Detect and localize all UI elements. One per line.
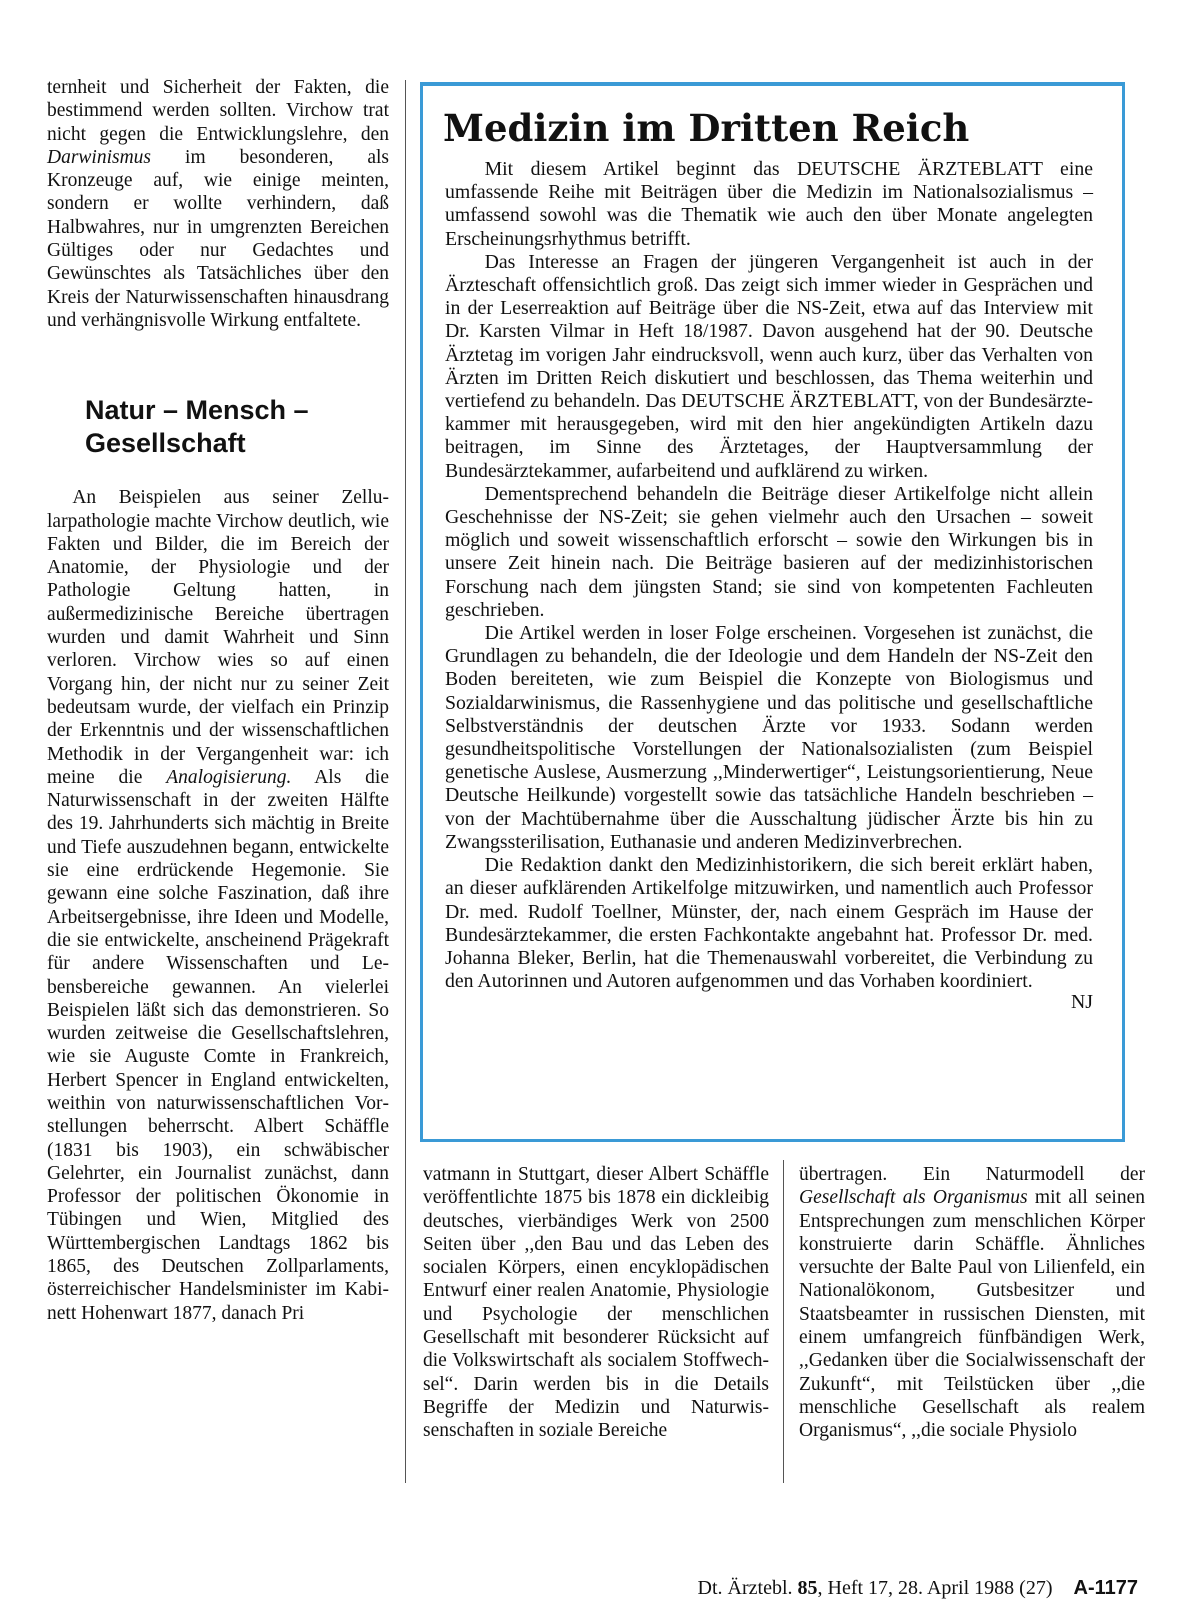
box-body [445, 158, 1093, 993]
issue-info: , Heft 17, 28. April 1988 (27) [817, 1577, 1053, 1599]
paragraph [47, 486, 389, 1325]
box-paragraph: Die Artikel werden in loser Folge erscheinen. Vorgesehen ist zunächst, die Grundlagen zu behandeln, die der Ideologie und dem Handeln der NS-Zeit den Boden bereiteten, wie zum Beispiel die Konzepte von Biologismus und Sozialdarwinismus, die Rassenhygiene und das politische und gesellschaftliche Selbstverständnis der deutschen Ärzte vor 1933. Sodann werden gesundheitspolitische Vorstellungen der Nationalsozialisten (zum Beispiel genetische Auslese, Ausmerzung ,,Minderwertiger“, Leistungsorientierung, Neue Deutsche Heilkunde) vorgestellt sowie das tatsächliche Handeln beschrieben – von der Machtübernahme über die Ausschaltung jüdischer Ärzte bis hin zu Zwangssterilisation, Euthanasie und anderen Medizinverbrechen. [445, 622, 1093, 853]
right-column [799, 1163, 1145, 1443]
box-paragraph: Dementsprechend behandeln die Beiträge dieser Artikelfolge nicht allein Geschehnisse der NS-Zeit; sie gehen vielmehr auch den Ursachen – soweit möglich und soweit wissenschaftlich erforscht – sowie den Wirkungen bis in unsere Zeit hinein nach. Die Beiträge basieren auf der medizinhistorischen Forschung nach dem jüngsten Stand; sie sind von kompetenten Fachleuten geschrieben. [445, 482, 1093, 621]
emphasis: Darwinismus [47, 146, 152, 168]
text: mit all seinen Entsprechungen zum menschlichen Körper konstruierte darin Schäffle. Ähnliches versuchte der Balte Paul von Lilienfeld, ein Nationalökonom, Gutsbesitzer und Staatsbeamter in russischen Diensten, mit einem umfangreich fünfbändigen Werk, ,,Gedanken über die Socialwissenschaft der Zukunft“, mit Teilstücken über ,,die menschliche Gesellschaft als realem Organismus“, ,,die sociale Physiolo [799, 1187, 1146, 1442]
box-paragraph: Das Interesse an Fragen der jüngeren Vergangenheit ist auch in der Ärzteschaft offensichtlich groß. Das zeigt sich immer wieder in Gesprächen und in der Leserreaktion auf Beiträge über die NS-Zeit, etwa auf das Interview mit Dr. Karsten Vilmar in Heft 18/1987. Davon ausgehend hat der 90. Deutsche Ärztetag im vorigen Jahr eindrucksvoll, wenn auch kurz, über das Verhalten von Ärzten im Dritten Reich diskutiert und beschlossen, das Thema weiterhin und vertiefend zu behandeln. Das DEUTSCHE ÄRZTEBLATT, von der Bundesärztekammer mit herausgegeben, wird mit den hier angekündigten Artikeln dazu beitragen, im Sinne des Ärztetages, der Hauptversammlung der Bundesärztekammer, aufarbeitend und aufklärend zu wirken. [445, 250, 1093, 482]
text: Als die Naturwissenschaft in der zweiten Hälfte des 19. Jahrhunderts sich mächtig in Breite und Tiefe auszudehnen begann, entwickelte sie eine erdrückende Hegemonie. Sie gewann eine solche Faszination, daß ihre Arbeitsergebnisse, ihre Ideen und Modelle, die sie entwickelte, anscheinend Prägekraft für andere Wissenschaften und Lebensbereiche gewannen. An vielerlei Beispielen läßt sich das demonstrieren. So wurden zeitweise die Gesellschaftslehren, wie sie Auguste Comte in Frankreich, Herbert Spencer in England entwickelten, weithin von naturwissenschaftlichen Vorstellungen beherrscht. Albert Schäffle (1831 bis 1903), ein schwäbischer Gelehrter, ein Journalist zunächst, dann Professor der politischen Ökonomie in Tübingen und Wien, Mitglied des Württembergischen Landtags 1862 bis 1865, des Deutschen Zollparlaments, österreichischer Handelsminister im Kabinett Hohenwart 1877, danach Pri [47, 766, 389, 1324]
author-signature: NJ [1071, 991, 1093, 1014]
text: An Beispielen aus seiner Zellularpathologie machte Virchow deutlich, wie Fakten und Bilder, die im Bereich der Anatomie, der Physiologie und der Pathologie Geltung hatten, in außermedizinische Bereiche übertragen wurden und damit Wahrheit und Sinn verloren. Virchow wies so auf einen Vorgang hin, der nicht nur zu seiner Zeit bedeutsam wurde, der vielfach ein Prinzip der Erkenntnis und der wissenschaftlichen Methodik in der Vergangenheit war: ich meine die [47, 487, 389, 788]
journal-name: Dt. Ärztebl. [697, 1577, 793, 1599]
box-title: Medizin im Dritten Reich [443, 106, 970, 150]
left-column [47, 76, 389, 1325]
text: ternheit und Sicherheit der Fakten, die bestimmend werden sollten. Virchow trat nicht gegen die Entwicklungslehre, den [47, 77, 389, 145]
middle-column [423, 1163, 769, 1443]
paragraph [47, 76, 389, 332]
page-footer [698, 1576, 1138, 1600]
column-divider [405, 80, 406, 1483]
emphasis: Gesellschaft als Organismus [799, 1187, 1028, 1209]
box-paragraph: Mit diesem Artikel beginnt das DEUTSCHE ÄRZTEBLATT eine umfassende Reihe mit Beiträgen über die Medizin im Nationalsozialismus – umfassend sowohl was die Thematik wie auch den über Monate angelegten Erscheinungsrhythmus betrifft. [445, 158, 1093, 250]
column-divider [783, 1160, 784, 1483]
text: im besonderen, als Kronzeuge auf, wie einige meinten, sondern er wollte verhindern, daß Halbwahres, nur in umgrenzten Bereichen Gültiges oder nur Gedachtes und Gewünschtes als Tatsächliches über den Kreis der Naturwissenschaften hinausdrang und verhängnisvolle Wirkung entfaltete. [47, 146, 389, 331]
box-paragraph: Die Redaktion dankt den Medizinhistorikern, die sich bereit erklärt haben, an dieser aufklärenden Artikelfolge mitzuwirken, und namentlich auch Professor Dr. med. Rudolf Toellner, Münster, der, nach einem Gespräch im Hause der Bundesärztekammer, die ersten Fachkontakte angebahnt hat. Professor Dr. med. Johanna Bleker, Berlin, hat die Themenauswahl vorbereitet, die Verbindung zu den Autorinnen und Autoren aufgenommen und das Vorhaben koordiniert. [445, 854, 1093, 993]
text: übertragen. Ein Naturmodell der [799, 1164, 1145, 1185]
subheading-line: Natur – Mensch – [85, 395, 309, 426]
subheading-line: Gesellschaft [85, 428, 246, 459]
paragraph [799, 1163, 1145, 1443]
paragraph: vatmann in Stuttgart, dieser Albert Schäffle veröffentlichte 1875 bis 1878 ein dickleibig deutsches, vierbändiges Werk von 2500 Seiten über ,,den Bau und das Leben des socialen Körpers, einen encyklopädischen Entwurf einer realen Anatomie, Physiologie und Psychologie der menschlichen Gesellschaft mit besonderer Rücksicht auf die Volkswirtschaft als socialem Stoffwechsel“. Darin werden bis in die Details Begriffe der Medizin und Naturwissenschaften in soziale Bereiche [423, 1164, 769, 1442]
page-number: A-1177 [1073, 1577, 1138, 1599]
emphasis: Analogisierung. [166, 766, 292, 788]
editorial-box [420, 82, 1125, 1142]
subheading [85, 394, 389, 460]
volume-number: 85 [797, 1577, 818, 1599]
